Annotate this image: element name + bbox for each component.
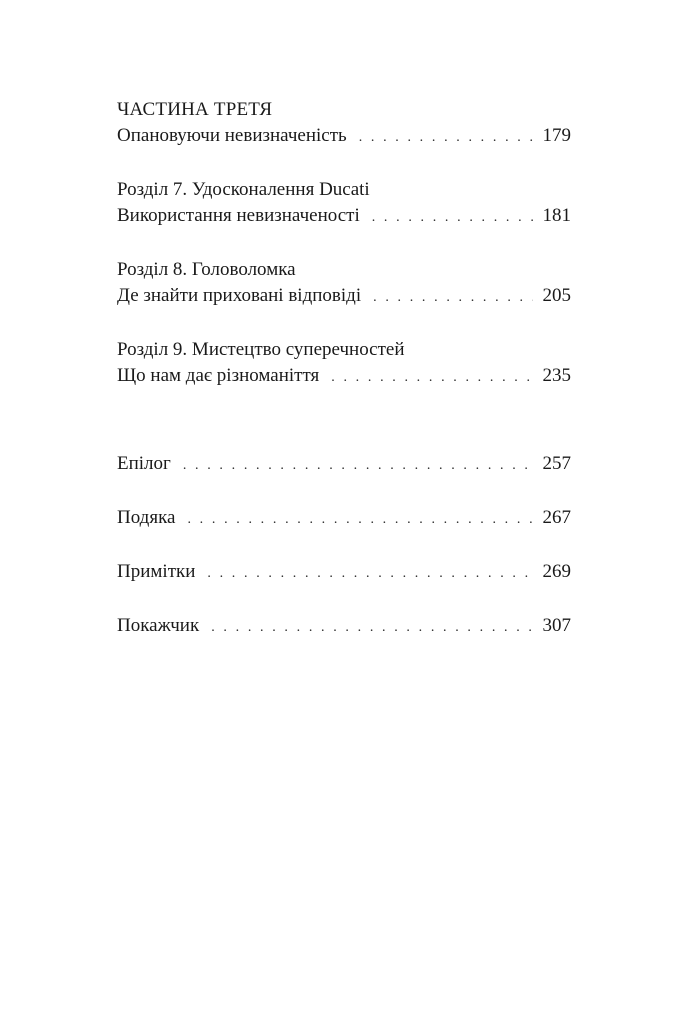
- toc-entry-label: Примітки: [117, 561, 196, 582]
- chapter-8-block: [117, 257, 571, 311]
- dot-leader: [372, 205, 533, 231]
- toc-entry-part-intro[interactable]: [117, 123, 571, 151]
- dot-leader: [331, 365, 532, 391]
- toc-entry-page: 257: [542, 453, 571, 474]
- dot-leader: [207, 561, 532, 587]
- toc-entry-page: 267: [542, 507, 571, 528]
- toc-entry-page: 179: [542, 125, 571, 146]
- chapter-9-block: [117, 337, 571, 391]
- toc-entry-page: 235: [542, 365, 571, 386]
- toc-entry-label: Використання невизначеності: [117, 205, 360, 226]
- dot-leader: [373, 285, 532, 311]
- toc-entry-label: Де знайти приховані відповіді: [117, 285, 362, 306]
- chapter-heading: Розділ 7. Удосконалення Ducati: [117, 179, 370, 200]
- table-of-contents: [117, 97, 571, 667]
- toc-entry-page: 269: [542, 561, 571, 582]
- chapter-heading: Розділ 8. Головоломка: [117, 259, 296, 280]
- dot-leader: [359, 125, 533, 151]
- toc-entry-notes[interactable]: [117, 559, 571, 587]
- toc-entry-label: Епілог: [117, 453, 171, 474]
- part-three-block: [117, 97, 571, 151]
- toc-entry-label: Що нам дає різноманіття: [117, 365, 320, 386]
- dot-leader: [187, 507, 532, 533]
- toc-entry-page: 181: [542, 205, 571, 226]
- toc-entry-chapter-7[interactable]: [117, 203, 571, 231]
- part-title: ЧАСТИНА ТРЕТЯ: [117, 99, 273, 120]
- toc-entry-page: 307: [542, 615, 571, 636]
- toc-entry-epilogue[interactable]: [117, 451, 571, 479]
- toc-entry-chapter-8[interactable]: [117, 283, 571, 311]
- toc-entry-chapter-9[interactable]: [117, 363, 571, 391]
- toc-entry-page: 205: [542, 285, 571, 306]
- chapter-7-block: [117, 177, 571, 231]
- section-spacer: [117, 417, 571, 451]
- toc-entry-label: Подяка: [117, 507, 176, 528]
- chapter-heading: Розділ 9. Мистецтво суперечностей: [117, 339, 405, 360]
- toc-entry-label: Покажчик: [117, 615, 200, 636]
- toc-entry-acknowledgements[interactable]: [117, 505, 571, 533]
- toc-entry-label: Опановуючи невизначеність: [117, 125, 347, 146]
- dot-leader: [183, 453, 533, 479]
- dot-leader: [211, 615, 532, 641]
- toc-entry-index[interactable]: [117, 613, 571, 641]
